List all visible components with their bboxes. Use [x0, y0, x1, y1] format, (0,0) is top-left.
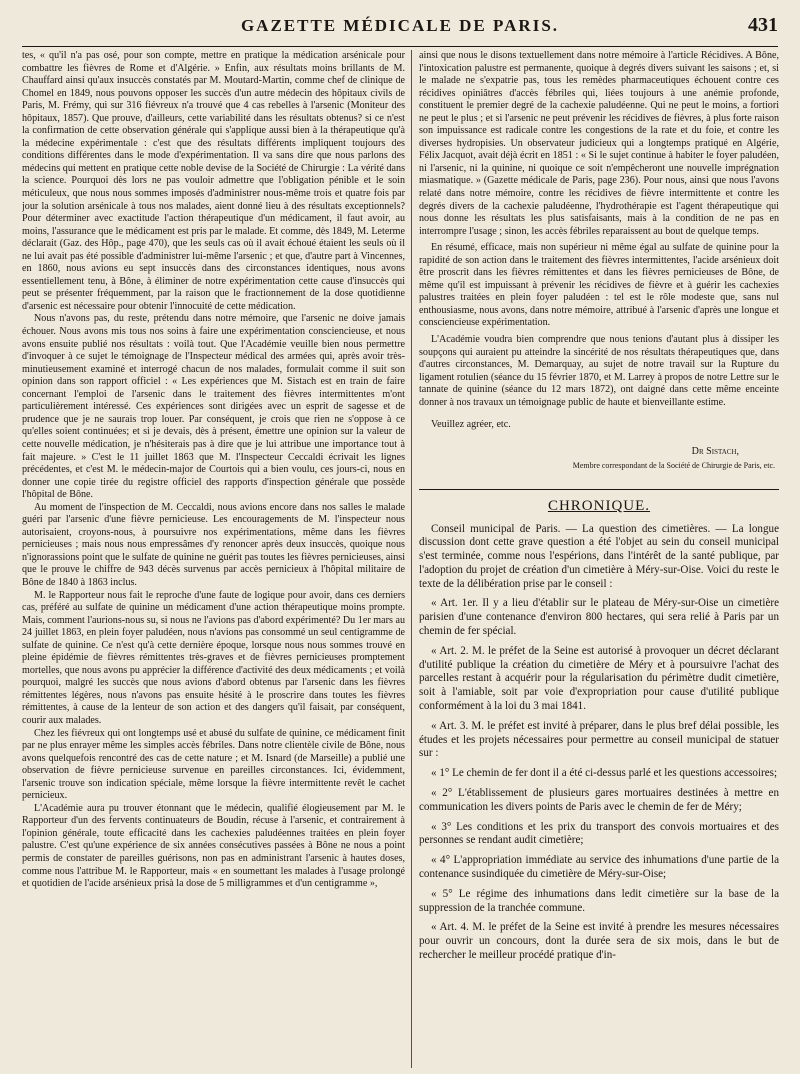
article-2: « Art. 2. M. le préfet de la Seine est autorisé à provoquer un décret déclarant d'utilité publique la création du cimetière de Méry et à poursuivre l'achat des parcelles restant à acquérir pour la régularisation du périmètre dudit cimetière, soit à l'amiable, soit par voie d'expropriation pour cause d'utilité publique conformément à la loi du 3 mai 1841. — [419, 644, 779, 713]
article-1: « Art. 1er. Il y a lieu d'établir sur le plateau de Méry-sur-Oise un cimetière parisien d'une contenance d'environ 800 hectares, qui sera relié à Paris par un chemin de fer spécial. — [419, 597, 779, 638]
right-paragraph-2: En résumé, efficace, mais non supérieur ni même égal au sulfate de quinine pour la rapidité de son action dans le traitement des fièvres intermittentes, l'acide arsénieux doit être proscrit dans les fièvres rémittentes et dans les fièvres pernicieuses de Bône, de même qu'il est impuissant à prévenir les récidives de fièvre et à guérir les cachexies palustres traitées en plein foyer paludéen : tel est le rôle modeste que, sans nul enthousiasme, nous avons, dans notre mémoire, attribué à l'arsenic d'après une longue et consciencieuse expérimentation. — [419, 242, 779, 329]
left-paragraph-1: tes, « qu'il n'a pas osé, pour son compte, mettre en pratique la médication arsénicale pour combattre les fièvres de Rome et d'Algérie. » Enfin, aux résultats moins brillants de M. Chauffard ainsi qu'aux insuccès constatés par M. Moutard-Martin, comme chef de clinique de Chomel en 1849, nous pouvons opposer les succès d'un autre médecin des hôpitaux civils de Paris, M. Frémy, qui sur 316 fiévreux n'a trouvé que 4 cas rebelles à l'arsenic (Moniteur des hôpitaux, 1857). Que prouve, d'ailleurs, cette variabilité dans les résultats obtenus? si ce n'est la confirmation de cette observation générale qui s'applique aussi bien à la thérapeutique qu'à la médecine expérimentale : c'est que des résultats différents impliquent toujours des conditions différentes dans le mode d'expérimentation. Il va sans dire que nous parlons des médecins qui mettent en pratique cette noble devise de la Société de Chirurgie : La vérité dans la science. Pourquoi dès lors ne pas vouloir admettre que l'obligation pénible et le soin méticuleux, que nous nous sommes imposés d'administrer nous-même trois et quatre fois par jour la solution arsénicale à tous nos malades, aient donné lieu à des résultats exceptionnels? Pour déterminer avec exactitude l'action thérapeutique d'un médicament, il faut avoir, au moins, l'assurance que le médicament est pris par le malade. Et comme, dès 1849, M. Leterme déclarait (Gaz. des Hôp., page 470), que les seuls cas où il avait échoué étaient les seuls où il ne lui avait pas été possible d'administrer lui-même l'arsenic ; et que, d'autre part à Vincennes, en 1860, nous avions eu sept insuccès dans des circonstances identiques, nous avons essentiellement tenu, à Bône, à éliminer de notre expérimentation cette cause d'insuccès qui peut se présenter fréquemment, par la raison que le fractionnement de la dose quotidienne d'arsenic est nécessaire pour obtenir l'innocuité de cette médication. — [22, 50, 405, 312]
closing-formula: Veuillez agréer, etc. — [431, 419, 511, 431]
author-signature: Dr Sistach, — [691, 445, 739, 457]
journal-title: GAZETTE MÉDICALE DE PARIS. — [240, 16, 560, 35]
right-column — [419, 50, 779, 1068]
article-3-item-3: « 3° Les conditions et les prix du transport des convois mortuaires et des personnes se rendant audit cimetière; — [419, 820, 779, 847]
chronique-intro: Conseil municipal de Paris. — La question des cimetières. — La longue discussion dont cette grave question a été l'objet au sein du conseil municipal s'est terminée, comme nous l'espérions, dans l'intérêt de la santé publique, par l'adoption du projet de création d'un cimetière à Méry-sur-Oise. Voici du reste le texte de la délibération prise par le conseil : — [419, 522, 779, 590]
right-paragraph-1: ainsi que nous le disons textuellement dans notre mémoire à l'article Récidives. A Bône, l'intoxication palustre est permanente, quoique à degrés divers suivant les saisons ; et, si le malade ne s'expatrie pas, tous les remèdes pharmaceutiques échouent contre ces récidives opiniâtres d'accès fébriles qui, liées toujours à une anémie profonde, constituent le premier degré de la cachexie paludéenne. Qui ne peut le moins, a fortiori ne peut le plus ; et si l'arsenic ne peut prévenir les récidives de fièvres, à plus forte raison son impuissance est radicale contre les congestions de la rate et du foie, et contre les diverses hydropisies. Un observateur judicieux qui a longtemps pratiqué en Algérie, Félix Jacquot, avait déjà écrit en 1851 : « Si le sujet continue à habiter le foyer paludéen, ni l'arsenic, ni la quinine, ni quoique ce soit n'empêcheront une nouvelle imprégnation miasmatique. » (Gazette médicale de Paris, page 236). Pour nous, ainsi que nous l'avons relaté dans notre mémoire, contre les récidives de fièvre intermittente et contre les degrés divers de la cachexie paludéenne, l'hydrothérapie est l'agent thérapeutique qui nous donne les résultats les plus satisfaisants, mais à la condition de ne pas en interrompre l'usage ; sinon, les accès fébriles reparaissent au bout de quelque temps. — [419, 50, 779, 237]
author-affiliation: Membre correspondant de la Société de Chirurgie de Paris, etc. — [572, 461, 775, 471]
running-head — [22, 10, 778, 47]
article-3-item-1: « 1° Le chemin de fer dont il a été ci-dessus parlé et les questions accessoires; — [431, 767, 778, 780]
page-number: 431 — [748, 14, 778, 36]
article-3: « Art. 3. M. le préfet est invité à préparer, dans le plus bref délai possible, les études et les projets nécessaires pour permettre au conseil municipal de statuer sur : — [419, 719, 779, 760]
left-paragraph-5: Chez les fiévreux qui ont longtemps usé et abusé du sulfate de quinine, ce médicament finit par ne plus enrayer même les simples accès fébriles. Dans notre clientèle civile de Bône, nous avons quelquefois rencontré des cas de cette nature ; et M. Isnard (de Marseille) a publié une observation de fièvre pernicieuse survenue en pareilles circonstances. Ici, évidemment, l'arsenic trouve son indication spéciale, même lorsque la fièvre intermittente revêt le cachet pernicieux. — [22, 727, 405, 802]
article-4: « Art. 4. M. le préfet de la Seine est invité à prendre les mesures nécessaires pour ouvrir un concours, dont la durée sera de six mois, dans le but de rechercher le meilleur procédé pratique d'in- — [419, 921, 779, 962]
right-paragraph-3: L'Académie voudra bien comprendre que nous tenions d'autant plus à dissiper les soupçons qui auraient pu atteindre la sincérité de nos résultats thérapeutiques que, dans d'autres circonstances, M. Demarquay, au sujet de notre travail sur la Rupture du ligament rotulien (séance du 15 février 1870, et M. Larrey à propos de notre Lettre sur le tannate de quinine (séance du 12 mars 1872), ont daigné dans cette même enceinte donner à nos travaux un témoignage public de haute et bienveillante estime. — [419, 334, 779, 408]
left-column — [22, 50, 405, 1068]
section-separator — [419, 489, 779, 490]
article-3-item-4: « 4° L'appropriation immédiate au service des inhumations d'une partie de la contenance susindiquée du cimetière de Méry-sur-Oise; — [419, 854, 779, 881]
left-paragraph-4: M. le Rapporteur nous fait le reproche d'une faute de logique pour avoir, dans ces derniers cas, préféré au sulfate de quinine un médicament d'une action thérapeutique moins prompte. Mais, comment l'aurions-nous su, si nous ne l'avions pas d'abord expérimenté? Du 1er mars au 24 juillet 1863, en plein foyer paludéen, nous n'avions pas consommé un seul centigramme de sulfate de quinine. Ce n'est qu'à cette dernière époque, lorsque nous nous sommes trouvé en pleine épidémie de fièvres rémittentes très-graves et de fièvres pernicieuses promptement mortelles, que nous avons pu apprécier la différence d'activité des deux médicaments ; et voilà pourquoi, malgré les succès que nous avions d'abord obtenus par l'arsenic dans les fièvres rémittentes légères, nous n'avons pas ensuite hésité à le proscrire dans toutes les fièvres rémittentes, à cause de la lenteur de son action et des dangers qu'il faisait, par conséquent, courir aux malades. — [22, 589, 405, 726]
article-3-item-5: « 5° Le régime des inhumations dans ledit cimetière sur la base de la suppression de la tranchée commune. — [419, 887, 779, 914]
section-title: CHRONIQUE. — [547, 497, 651, 514]
left-paragraph-2: Nous n'avons pas, du reste, prétendu dans notre mémoire, que l'arsenic ne doive jamais échouer. Nous avons mis tous nos soins à faire une expérimentation consciencieuse, et nous avons ensuite publié nos résultats : voilà tout. Que l'Académie veuille bien nous permettre d'invoquer à ce sujet le témoignage de l'Inspecteur médical des armées qui, après avoir très-minutieusement examiné et interrogé chacun de nos malades, formulait comme il suit son opinion dans son rapport officiel : « Les expériences que M. Sistach est en train de faire concernant l'emploi de l'arsenic dans le traitement des fièvres intermittentes m'ont particulièrement intéressé. Ces expériences sont dirigées avec un esprit de sagesse et de prudence que je ne saurais trop louer. Par conséquent, je crois que rien ne s'oppose à ce qu'elles soient continuées; et si je devais, dès à présent, émettre une opinion sur la valeur de cette nouvelle médication, je n'hésiterais pas à dire que je lui attribue une importance tout à fait majeure. » C'est le 11 juillet 1863 que M. l'Inspecteur Ceccaldi écrivait les lignes précédentes, et c'est M. le médecin-major de Courtois qui a bien voulu, ces jours-ci, nous en donner une copie tirée du registre officiel des rapports d'inspection générale que possède l'hôpital de Bône. — [22, 313, 405, 501]
left-paragraph-6: L'Académie aura pu trouver étonnant que le médecin, qualifié élogieusement par M. le Rapporteur d'un des fervents continuateurs de Boudin, récuse à l'arsenic, et contrairement à l'opinion générale, toute efficacité dans les cachexies paludéennes traitées en plein foyer palustre. C'est qu'une expérience de six années consécutives passées à Bône ne nous a point permis de constater de pareilles guérisons, non pas en administrant l'arsenic à hautes doses, comme nous l'attribue M. le Rapporteur, mais « en soumettant les malades à l'usage prolongé et quotidien de l'acide arsénieux prisà la dose de 5 milligrammes et d'un centigramme », — [22, 802, 405, 890]
article-3-item-2: « 2° L'établissement de plusieurs gares mortuaires destinées à mettre en communication les divers points de Paris avec le chemin de fer de Méry; — [419, 787, 779, 813]
left-paragraph-3: Au moment de l'inspection de M. Ceccaldi, nous avions encore dans nos salles le malade guéri par l'arsenic d'une fièvre pernicieuse. Les encouragements de M. l'inspecteur nous autorisaient, croyons-nous, à poursuivre nos expérimentations, même dans les fièvres pernicieuses ; mais nous nous empressâmes d'y renoncer après deux insuccès, quoique nous n'ignorassions point que le sulfate de quinine ne guérit pas toutes les fièvres pernicieuses, ainsi que le prouve le chiffre de 943 décès survenus par accès pernicieux à l'hôpital militaire de Bône de 1840 à 1863 inclus. — [22, 501, 405, 588]
column-divider — [411, 50, 412, 1068]
chronique-body — [419, 523, 779, 963]
